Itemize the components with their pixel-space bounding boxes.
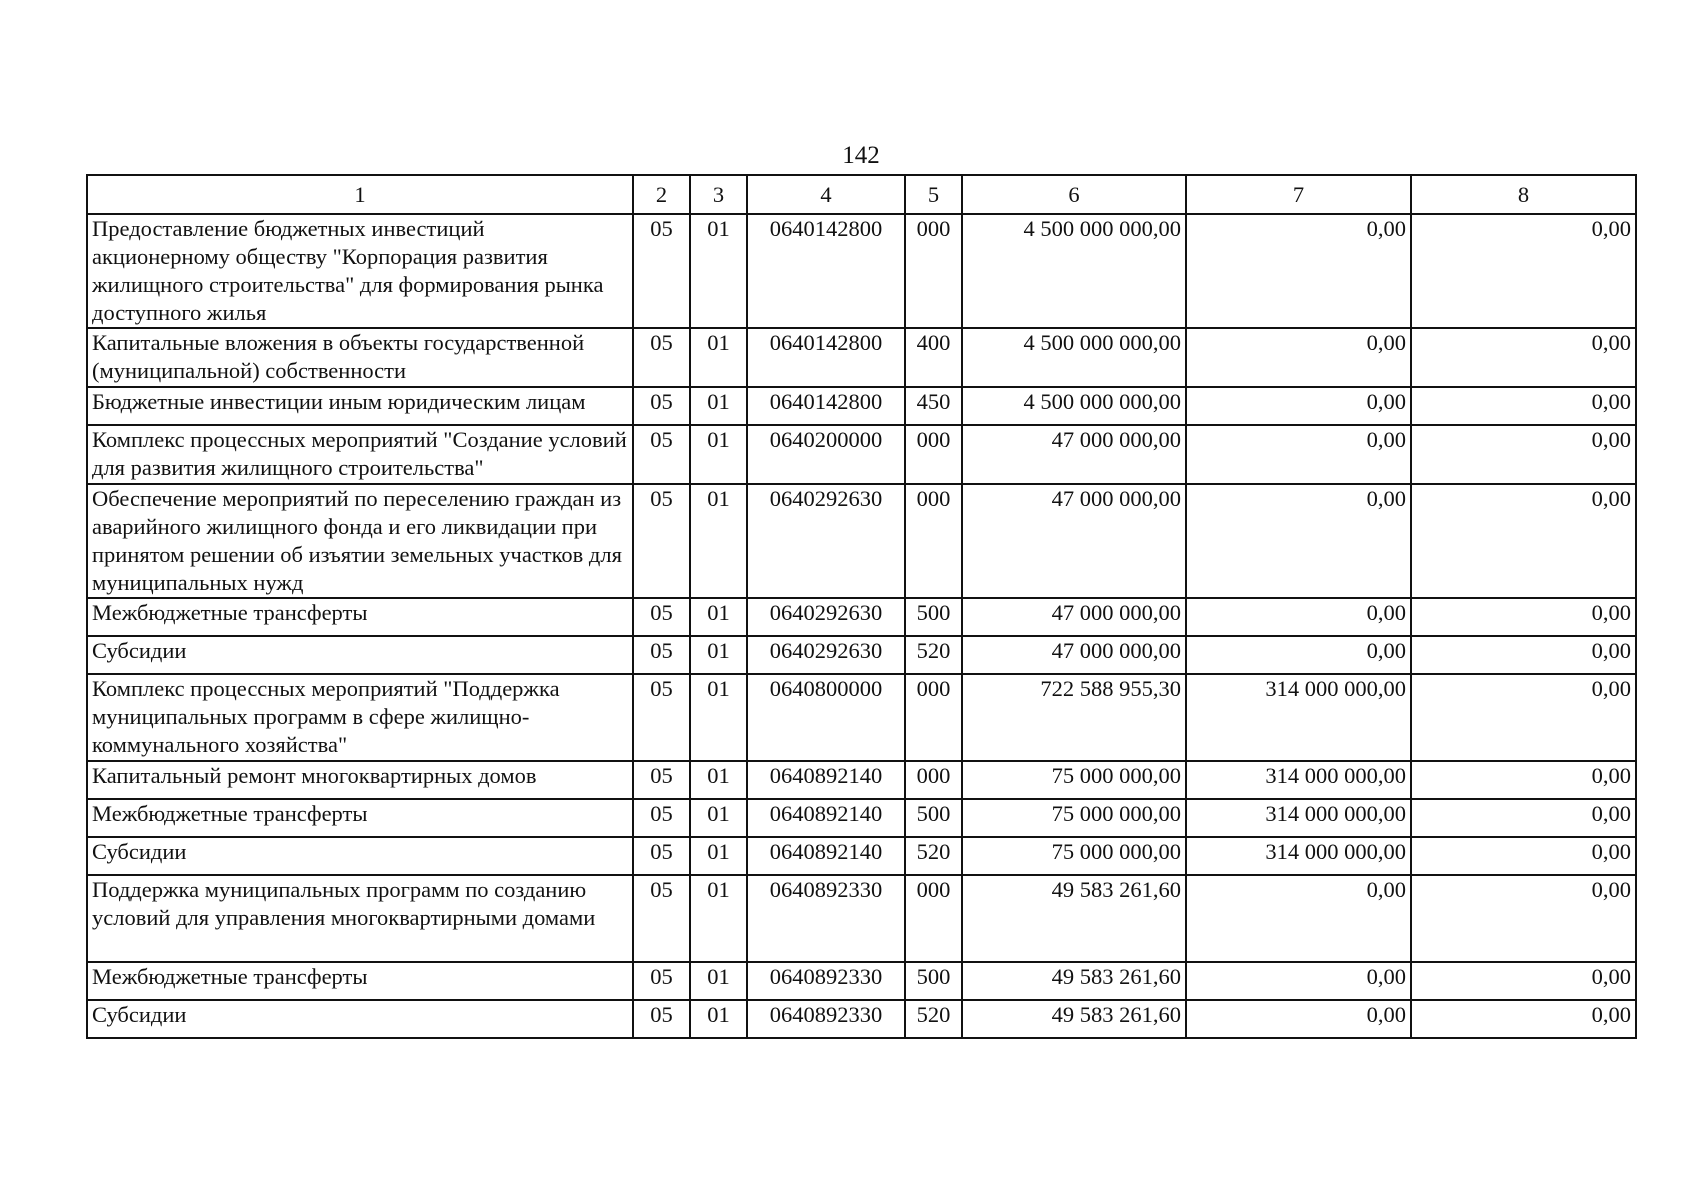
target-article-code: 0640292630 [747, 598, 905, 636]
table-row [87, 761, 1636, 799]
expense-type-code: 450 [905, 387, 962, 425]
amount-col-7: 0,00 [1186, 484, 1411, 598]
expense-type-code: 520 [905, 1000, 962, 1038]
amount-col-8: 0,00 [1411, 674, 1636, 761]
amount-col-7: 0,00 [1186, 636, 1411, 674]
section-code: 05 [633, 328, 690, 387]
table-row [87, 214, 1636, 328]
expense-type-code: 400 [905, 328, 962, 387]
amount-col-7: 314 000 000,00 [1186, 674, 1411, 761]
table-row [87, 328, 1636, 387]
amount-col-6: 722 588 955,30 [962, 674, 1186, 761]
column-header-3: 3 [690, 175, 747, 214]
table-row [87, 636, 1636, 674]
table-row [87, 387, 1636, 425]
amount-col-8: 0,00 [1411, 598, 1636, 636]
budget-table [86, 174, 1637, 1039]
table-row [87, 962, 1636, 1000]
amount-col-6: 47 000 000,00 [962, 425, 1186, 484]
target-article-code: 0640892330 [747, 962, 905, 1000]
amount-col-7: 0,00 [1186, 328, 1411, 387]
amount-col-7: 0,00 [1186, 425, 1411, 484]
column-header-6: 6 [962, 175, 1186, 214]
table-row [87, 1000, 1636, 1038]
target-article-code: 0640200000 [747, 425, 905, 484]
target-article-code: 0640142800 [747, 328, 905, 387]
table-row [87, 425, 1636, 484]
amount-col-7: 0,00 [1186, 214, 1411, 328]
expense-type-code: 520 [905, 636, 962, 674]
section-code: 05 [633, 636, 690, 674]
section-code: 05 [633, 761, 690, 799]
amount-col-6: 47 000 000,00 [962, 484, 1186, 598]
column-number-row [87, 175, 1636, 214]
row-name: Капитальные вложения в объекты государственной (муниципальной) собственности [87, 328, 633, 387]
subsection-code: 01 [690, 799, 747, 837]
subsection-code: 01 [690, 328, 747, 387]
row-name: Поддержка муниципальных программ по созданию условий для управления многоквартирными домами [87, 875, 633, 962]
column-header-2: 2 [633, 175, 690, 214]
subsection-code: 01 [690, 674, 747, 761]
subsection-code: 01 [690, 425, 747, 484]
amount-col-8: 0,00 [1411, 962, 1636, 1000]
row-name: Межбюджетные трансферты [87, 598, 633, 636]
expense-type-code: 000 [905, 425, 962, 484]
table-row [87, 674, 1636, 761]
column-header-8: 8 [1411, 175, 1636, 214]
table-row [87, 875, 1636, 962]
expense-type-code: 000 [905, 761, 962, 799]
amount-col-8: 0,00 [1411, 484, 1636, 598]
amount-col-8: 0,00 [1411, 425, 1636, 484]
amount-col-8: 0,00 [1411, 875, 1636, 962]
expense-type-code: 500 [905, 962, 962, 1000]
section-code: 05 [633, 875, 690, 962]
section-code: 05 [633, 799, 690, 837]
amount-col-8: 0,00 [1411, 214, 1636, 328]
section-code: 05 [633, 214, 690, 328]
amount-col-7: 314 000 000,00 [1186, 837, 1411, 875]
row-name: Бюджетные инвестиции иным юридическим лицам [87, 387, 633, 425]
expense-type-code: 000 [905, 875, 962, 962]
amount-col-7: 314 000 000,00 [1186, 799, 1411, 837]
row-name: Комплекс процессных мероприятий "Поддержка муниципальных программ в сфере жилищно-коммунального хозяйства" [87, 674, 633, 761]
subsection-code: 01 [690, 962, 747, 1000]
row-name: Межбюджетные трансферты [87, 799, 633, 837]
row-name: Комплекс процессных мероприятий "Создание условий для развития жилищного строительства" [87, 425, 633, 484]
amount-col-6: 47 000 000,00 [962, 598, 1186, 636]
column-header-5: 5 [905, 175, 962, 214]
section-code: 05 [633, 837, 690, 875]
subsection-code: 01 [690, 636, 747, 674]
expense-type-code: 000 [905, 674, 962, 761]
amount-col-7: 0,00 [1186, 875, 1411, 962]
amount-col-6: 4 500 000 000,00 [962, 214, 1186, 328]
section-code: 05 [633, 1000, 690, 1038]
column-header-4: 4 [747, 175, 905, 214]
amount-col-6: 4 500 000 000,00 [962, 387, 1186, 425]
amount-col-7: 0,00 [1186, 598, 1411, 636]
subsection-code: 01 [690, 387, 747, 425]
subsection-code: 01 [690, 214, 747, 328]
amount-col-8: 0,00 [1411, 1000, 1636, 1038]
row-name: Межбюджетные трансферты [87, 962, 633, 1000]
section-code: 05 [633, 962, 690, 1000]
amount-col-6: 47 000 000,00 [962, 636, 1186, 674]
section-code: 05 [633, 425, 690, 484]
amount-col-8: 0,00 [1411, 387, 1636, 425]
amount-col-6: 49 583 261,60 [962, 875, 1186, 962]
amount-col-7: 0,00 [1186, 962, 1411, 1000]
amount-col-8: 0,00 [1411, 761, 1636, 799]
target-article-code: 0640292630 [747, 484, 905, 598]
row-name: Обеспечение мероприятий по переселению граждан из аварийного жилищного фонда и его ликвидации при принятом решении об изъятии земельных участков для муниципальных нужд [87, 484, 633, 598]
table-row [87, 837, 1636, 875]
table-row [87, 484, 1636, 598]
target-article-code: 0640892330 [747, 875, 905, 962]
amount-col-6: 75 000 000,00 [962, 799, 1186, 837]
expense-type-code: 500 [905, 598, 962, 636]
subsection-code: 01 [690, 484, 747, 598]
section-code: 05 [633, 598, 690, 636]
amount-col-6: 75 000 000,00 [962, 761, 1186, 799]
row-name: Субсидии [87, 636, 633, 674]
amount-col-6: 49 583 261,60 [962, 962, 1186, 1000]
amount-col-7: 0,00 [1186, 1000, 1411, 1038]
amount-col-6: 75 000 000,00 [962, 837, 1186, 875]
page-number: 142 [842, 142, 880, 169]
row-name: Капитальный ремонт многоквартирных домов [87, 761, 633, 799]
subsection-code: 01 [690, 837, 747, 875]
amount-col-8: 0,00 [1411, 636, 1636, 674]
amount-col-7: 0,00 [1186, 387, 1411, 425]
row-name: Предоставление бюджетных инвестиций акционерному обществу "Корпорация развития жилищного строительства" для формирования рынка доступного жилья [87, 214, 633, 328]
expense-type-code: 000 [905, 214, 962, 328]
target-article-code: 0640892140 [747, 799, 905, 837]
row-name: Субсидии [87, 837, 633, 875]
target-article-code: 0640800000 [747, 674, 905, 761]
amount-col-6: 4 500 000 000,00 [962, 328, 1186, 387]
target-article-code: 0640292630 [747, 636, 905, 674]
expense-type-code: 000 [905, 484, 962, 598]
target-article-code: 0640892140 [747, 837, 905, 875]
section-code: 05 [633, 484, 690, 598]
table-body [87, 214, 1636, 1038]
expense-type-code: 520 [905, 837, 962, 875]
table-row [87, 799, 1636, 837]
expense-type-code: 500 [905, 799, 962, 837]
subsection-code: 01 [690, 875, 747, 962]
amount-col-8: 0,00 [1411, 328, 1636, 387]
amount-col-7: 314 000 000,00 [1186, 761, 1411, 799]
amount-col-6: 49 583 261,60 [962, 1000, 1186, 1038]
amount-col-8: 0,00 [1411, 799, 1636, 837]
column-header-1: 1 [87, 175, 633, 214]
subsection-code: 01 [690, 598, 747, 636]
row-name: Субсидии [87, 1000, 633, 1038]
target-article-code: 0640892330 [747, 1000, 905, 1038]
amount-col-8: 0,00 [1411, 837, 1636, 875]
target-article-code: 0640142800 [747, 214, 905, 328]
column-header-7: 7 [1186, 175, 1411, 214]
table-row [87, 598, 1636, 636]
subsection-code: 01 [690, 1000, 747, 1038]
target-article-code: 0640892140 [747, 761, 905, 799]
section-code: 05 [633, 674, 690, 761]
subsection-code: 01 [690, 761, 747, 799]
section-code: 05 [633, 387, 690, 425]
target-article-code: 0640142800 [747, 387, 905, 425]
